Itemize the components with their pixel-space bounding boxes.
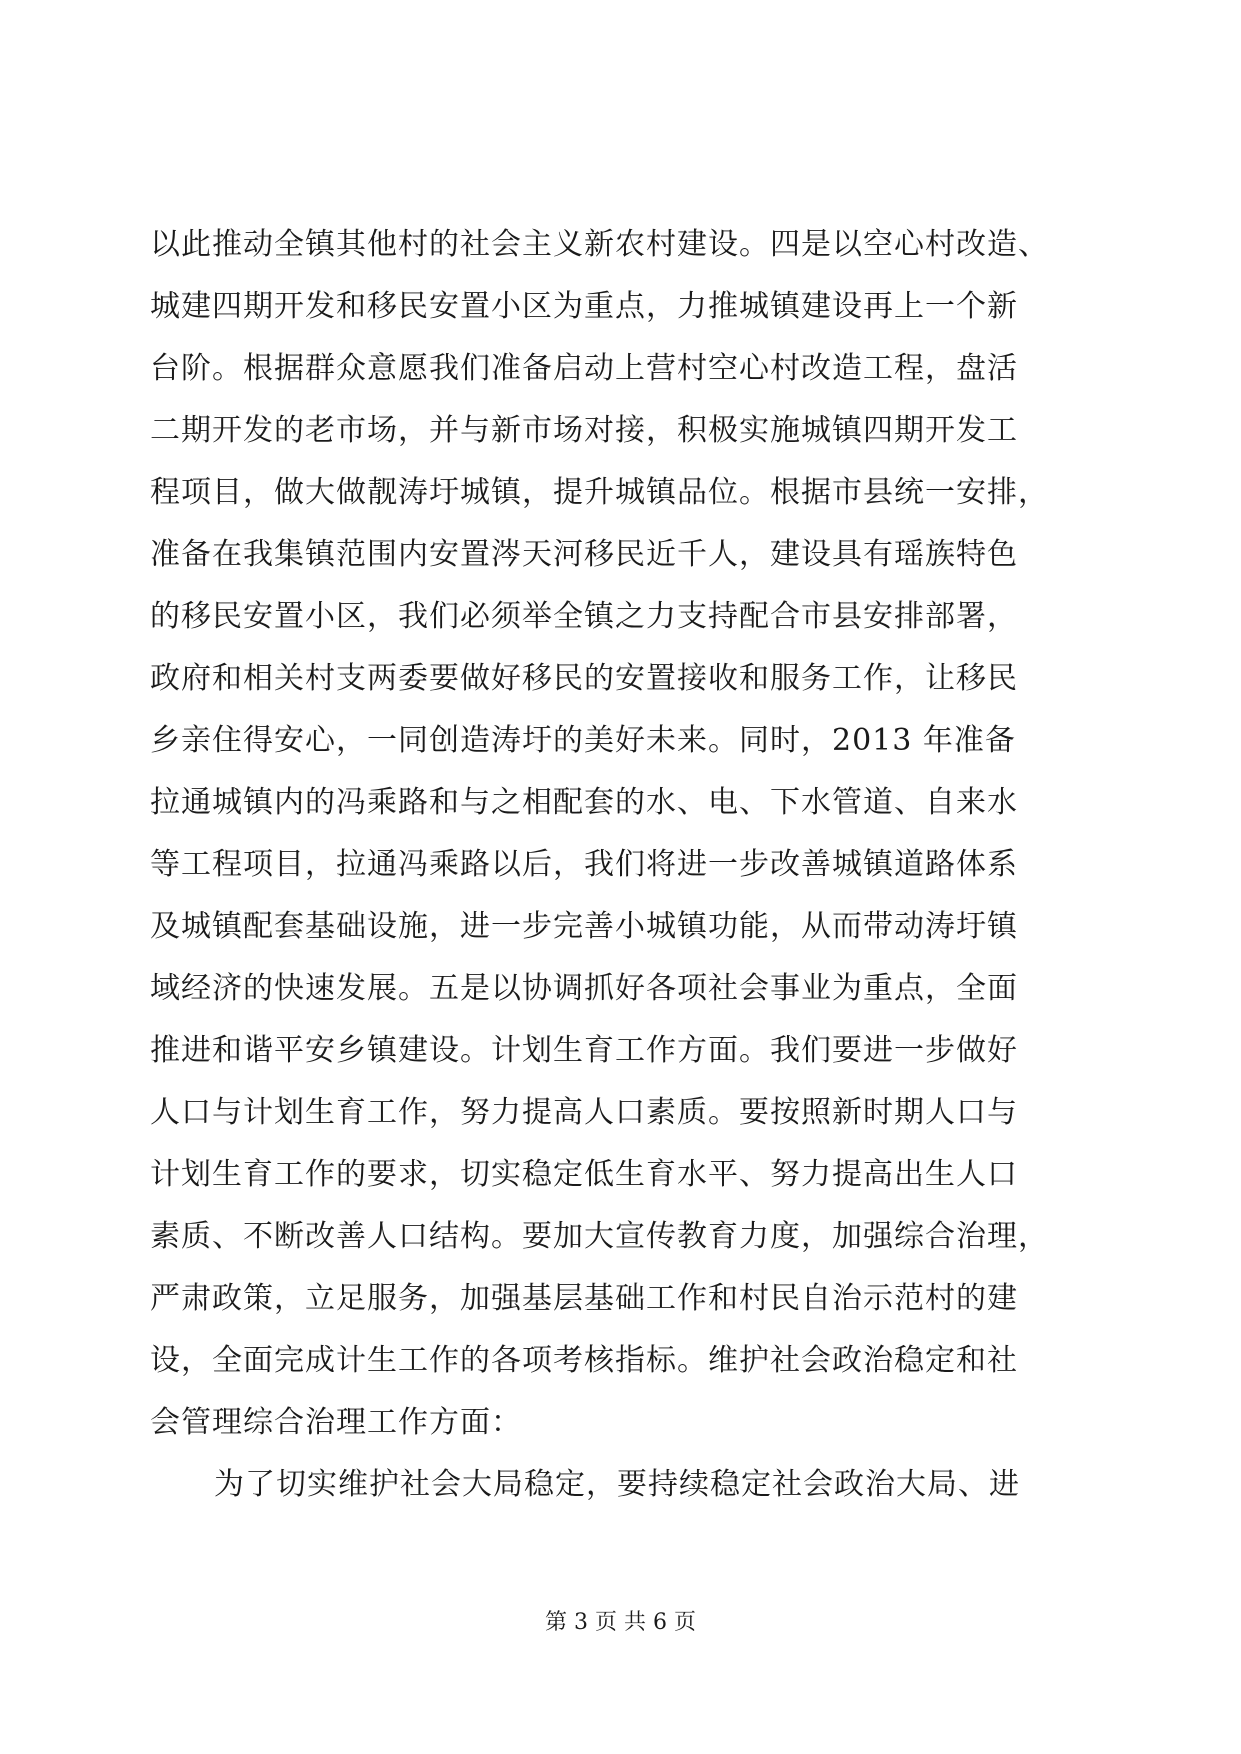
- text-line: 会管理综合治理工作方面：: [150, 1405, 522, 1440]
- text-line: 素质、不断改善人口结构。要加大宣传教育力度，加强综合治理，: [150, 1219, 1049, 1254]
- text-line: 程项目，做大做靓涛圩城镇，提升城镇品位。根据市县统一安排，: [150, 475, 1049, 510]
- paragraph-start-line: 为了切实维护社会大局稳定，要持续稳定社会政治大局、进: [214, 1467, 1020, 1502]
- body-text: [150, 214, 1110, 1516]
- text-line: 及城镇配套基础设施，进一步完善小城镇功能，从而带动涛圩镇: [150, 909, 1018, 944]
- text-line: 人口与计划生育工作，努力提高人口素质。要按照新时期人口与: [150, 1095, 1018, 1130]
- text-line: 拉通城镇内的冯乘路和与之相配套的水、电、下水管道、自来水: [150, 785, 1018, 820]
- text-line: 城建四期开发和移民安置小区为重点，力推城镇建设再上一个新: [150, 289, 1018, 324]
- text-line: 政府和相关村支两委要做好移民的安置接收和服务工作，让移民: [150, 661, 1018, 696]
- text-line: 推进和谐平安乡镇建设。计划生育工作方面。我们要进一步做好: [150, 1033, 1018, 1068]
- text-line: 设，全面完成计生工作的各项考核指标。维护社会政治稳定和社: [150, 1343, 1018, 1378]
- text-line: 台阶。根据群众意愿我们准备启动上营村空心村改造工程，盘活: [150, 351, 1018, 386]
- text-line: 以此推动全镇其他村的社会主义新农村建设。四是以空心村改造、: [150, 227, 1049, 262]
- page-footer: 第 3 页 共 6 页: [545, 1610, 696, 1635]
- text-line: 准备在我集镇范围内安置涔天河移民近千人，建设具有瑶族特色: [150, 537, 1018, 572]
- text-line: 计划生育工作的要求，切实稳定低生育水平、努力提高出生人口: [150, 1157, 1018, 1192]
- text-line: 乡亲住得安心，一同创造涛圩的美好未来。同时，2013 年准备: [150, 723, 1016, 758]
- text-line: 域经济的快速发展。五是以协调抓好各项社会事业为重点，全面: [150, 971, 1018, 1006]
- text-line: 的移民安置小区，我们必须举全镇之力支持配合市县安排部署，: [150, 599, 1018, 634]
- text-line: 等工程项目，拉通冯乘路以后，我们将进一步改善城镇道路体系: [150, 847, 1018, 882]
- text-line: 严肃政策，立足服务，加强基层基础工作和村民自治示范村的建: [150, 1281, 1018, 1316]
- text-line: 二期开发的老市场，并与新市场对接，积极实施城镇四期开发工: [150, 413, 1018, 448]
